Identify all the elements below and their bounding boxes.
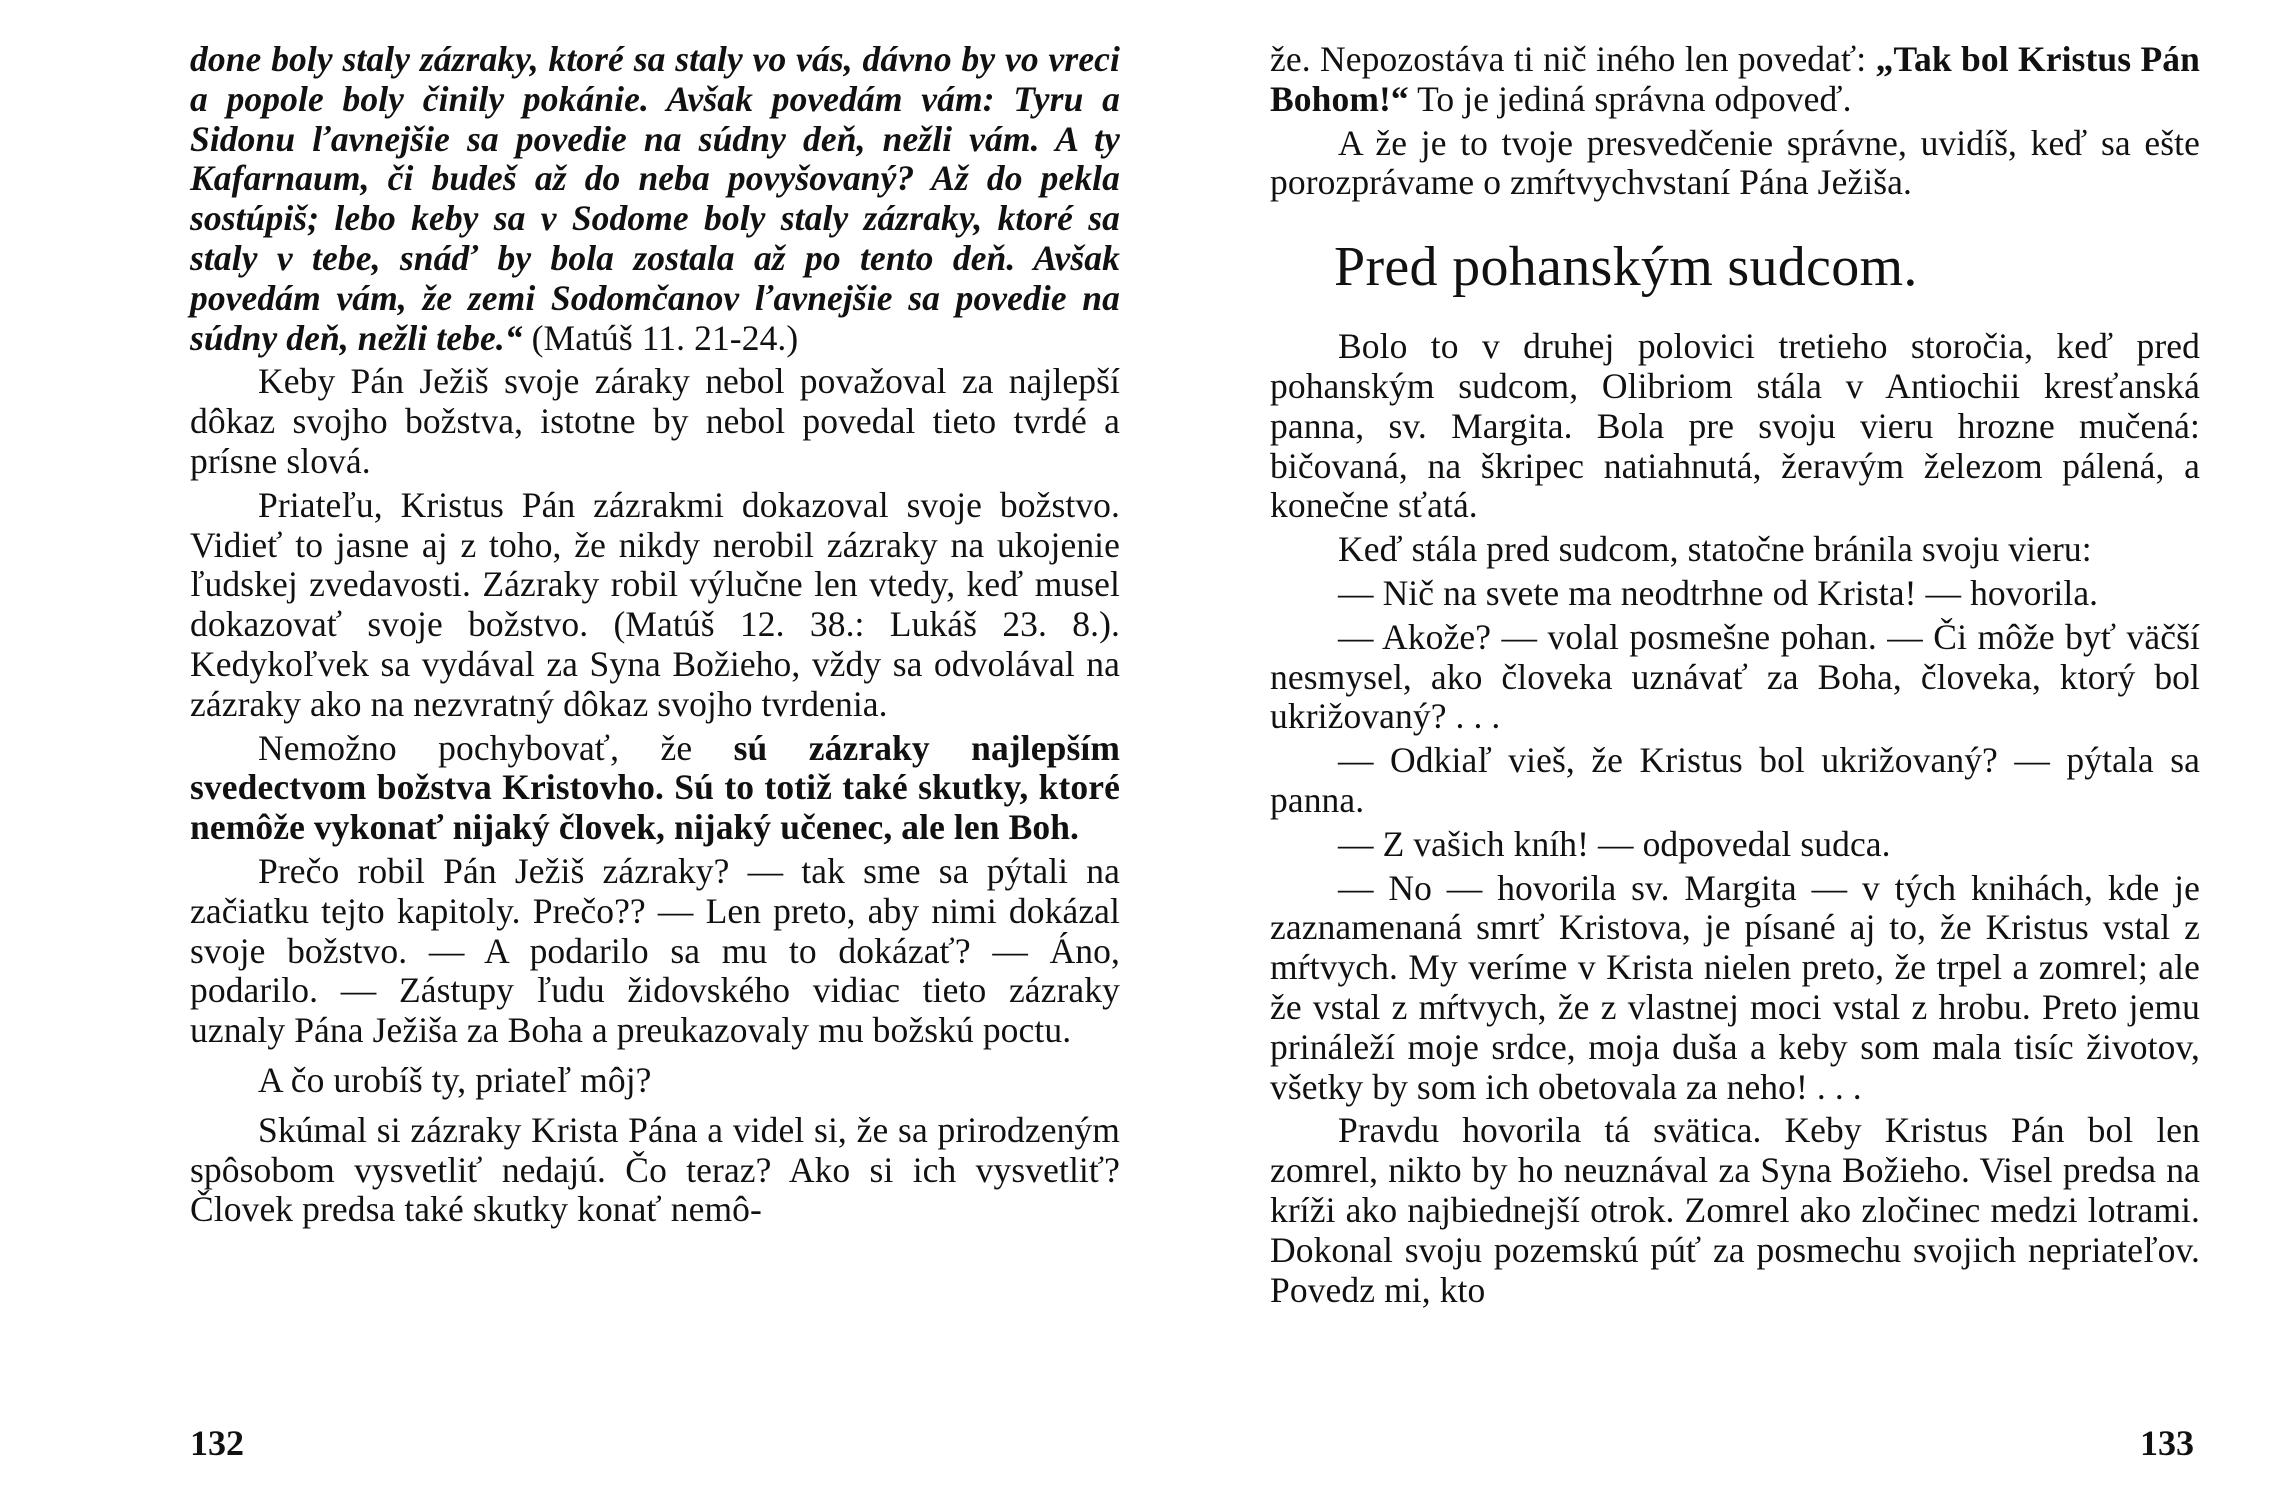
continuation-start: že. Nepozostáva ti nič iného len povedať:	[1270, 39, 1876, 79]
paragraph-3-bold: sú zázraky najlepším svedectvom božstva Kristovho. Sú to totiž také skutky, ktoré nemôže vykonať nijaký človek, nijaký učenec, ale len Boh.	[190, 727, 1121, 848]
dialogue-line-5: — No — hovorila sv. Margita — v tých knihách, kde je zaznamenaná smrť Kristova, je písané aj to, že Kristus vstal z mŕtvych. My veríme v Krista nielen preto, že trpel a zomrel; ale že vstal z mŕtvych, že z vlastnej moci vstal z hrobu. Preto jemu prináleží moje srdce, moja duša a keby som mala tisíc životov, všetky by som ich obetovala za neho! . . .	[1270, 867, 2200, 1107]
section-heading: Pred pohanským sudcom.	[1334, 236, 1918, 299]
dialogue-line-4: — Z vašich kníh! — odpovedal sudca.	[1338, 823, 1891, 864]
paragraph-6: Skúmal si zázraky Krista Pána a videl si, že sa prirodzeným spôsobom vysvetliť nedajú. Čo teraz? Ako si ich vysvetliť? Človek predsa také skutky konať nemô-	[190, 1109, 1120, 1230]
dialogue-line-1: — Nič na svete ma neodtrhne od Krista! — hovorila.	[1338, 572, 2099, 613]
paragraph-3-start: Nemožno pochybovať, že	[258, 727, 734, 768]
left-page	[190, 40, 1120, 1230]
paragraph-1: Keby Pán Ježiš svoje záraky nebol považoval za najlepší dôkaz svojho božstva, istotne by nebol povedal tieto tvrdé a prísne slová.	[190, 361, 1120, 481]
dialogue-line-3: — Odkiaľ vieš, že Kristus bol ukrižovaný? — pýtala sa panna.	[1270, 740, 2200, 820]
continuation-bold: „Tak bol Kristus Pán Bohom!“	[1270, 39, 2200, 119]
left-page-number: 132	[190, 1423, 244, 1463]
closing-paragraph: Pravdu hovorila tá svätica. Keby Kristus Pán bol len zomrel, nikto by ho neuznával za Syna Božieho. Visel predsa na kríži ako najbiednejší otrok. Zomrel ako zločinec medzi lotrami. Dokonal svoju pozemskú púť za posmechu svojich nepriateľov. Povedz mi, kto	[1270, 1110, 2200, 1310]
continuation-paragraph	[1270, 40, 2200, 120]
right-page-number: 133	[2140, 1423, 2194, 1463]
paragraph-3	[190, 729, 1120, 848]
bible-quote-reference: (Matúš 11. 21-24.)	[522, 317, 799, 358]
continuation-end: To je jediná správna odpoveď.	[1408, 78, 1852, 119]
conviction-paragraph: A že je to tvoje presvedčenie správne, uvidíš, keď sa ešte porozprávame o zmŕtvychvstaní Pána Ježiša.	[1270, 122, 2200, 203]
bible-quote-text: done boly staly zázraky, ktoré sa staly vo vás, dávno by vo vreci a popole boly činily pokánie. Avšak povedám vám: Tyru a Sidonu ľavnejšie sa povedie na súdny deň, nežli vám. A ty Kafarnaum, či budeš až do neba povyšovaný? Až do pekla sostúpiš; lebo keby sa v Sodome boly staly zázraky, ktoré sa staly v tebe, snáď by bola zostala až po tento deň. Avšak povedám vám, že zemi Sodomčanov ľavnejšie sa povedie na súdny deň, nežli tebe.“	[190, 39, 1120, 358]
paragraph-2: Priateľu, Kristus Pán zázrakmi dokazoval svoje božstvo. Vidieť to jasne aj z toho, že nikdy nerobil zázraky na ukojenie ľudskej zvedavosti. Zázraky robil výlučne len vtedy, keď musel dokazovať svoje božstvo. (Matúš 12. 38.: Lukáš 23. 8.). Kedykoľvek sa vydával za Syna Božieho, vždy sa odvolával na zázraky ako na nezvratný dôkaz svojho tvrdenia.	[190, 484, 1120, 724]
story-paragraph-1: Bolo to v druhej polovici tretieho storočia, keď pred pohanským sudcom, Olibriom stála v Antiochii kresťanská panna, sv. Margita. Bola pre svoju vieru hrozne mučená: bičovaná, na škripec natiahnutá, žeravým železom pálená, a konečne sťatá.	[1270, 326, 2200, 526]
paragraph-5: A čo urobíš ty, priateľ môj?	[258, 1059, 652, 1100]
paragraph-4: Prečo robil Pán Ježiš zázraky? — tak sme sa pýtali na začiatku tejto kapitoly. Prečo?? — Len preto, aby nimi dokázal svoje božstvo. — A podarilo sa mu to dokázať? — Áno, podarilo. — Zástupy ľudu židovského vidiac tieto zázraky uznaly Pána Ježiša za Boha a preukazovaly mu božskú poctu.	[190, 850, 1120, 1051]
bible-quote-paragraph	[190, 40, 1120, 358]
dialogue-line-2: — Akože? — volal posmešne pohan. — Či môže byť väčší nesmysel, ako človeka uznávať za Boha, človeka, ktorý bol ukrižovaný? . . .	[1270, 616, 2200, 737]
story-paragraph-2: Keď stála pred sudcom, statočne bránila svoju vieru:	[1338, 529, 2092, 570]
right-page	[1270, 40, 2200, 1310]
